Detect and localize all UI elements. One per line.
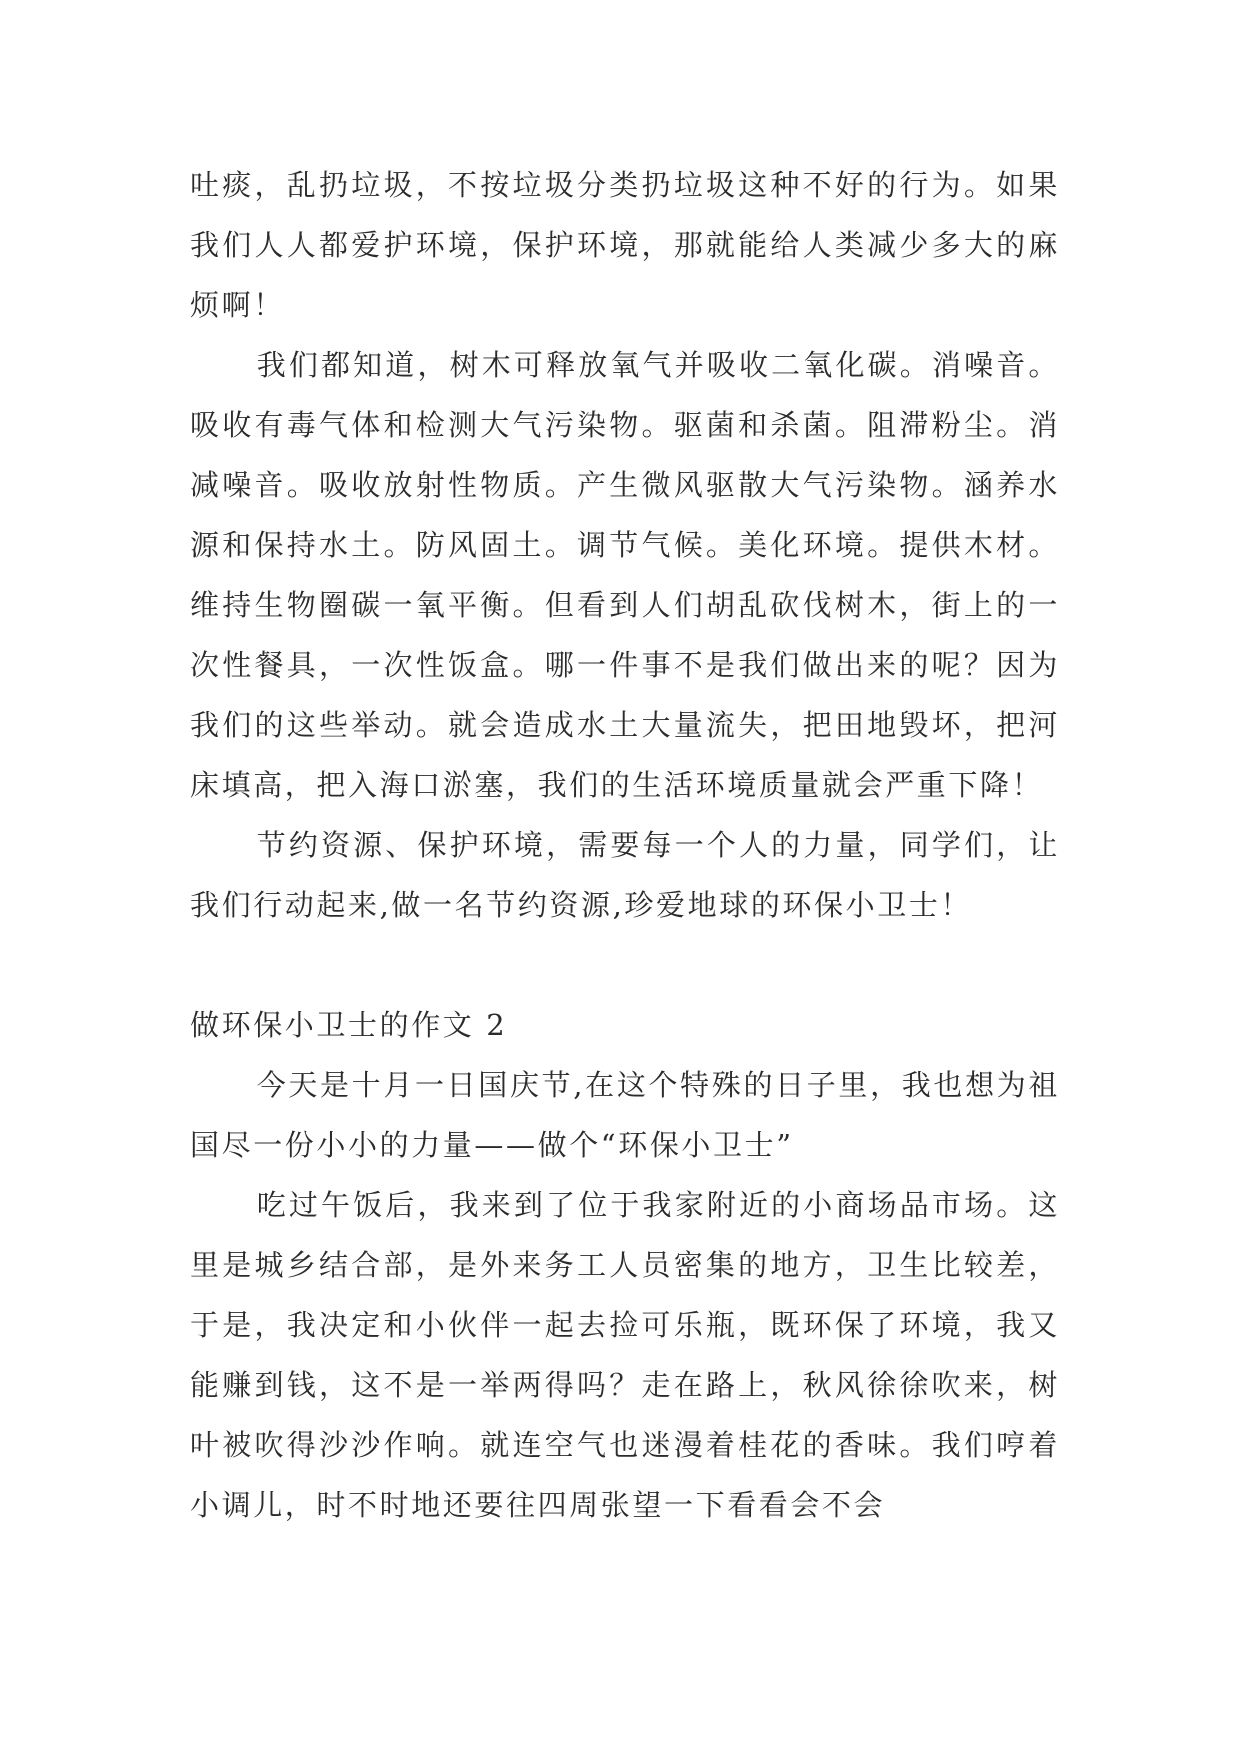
- paragraph-trees: 我们都知道，树木可释放氧气并吸收二氧化碳。消噪音。吸收有毒气体和检测大气污染物。驱菌和杀菌。阻滞粉尘。消减噪音。吸收放射性物质。产生微风驱散大气污染物。涵养水源和保持水土。防风固土。调节气候。美化环境。提供木材。维持生物圈碳一氧平衡。但看到人们胡乱砍伐树木，街上的一次性餐具，一次性饭盒。哪一件事不是我们做出来的呢？因为我们的这些举动。就会造成水土大量流失，把田地毁坏，把河床填高，把入海口淤塞，我们的生活环境质量就会严重下降！: [190, 348, 1060, 802]
- paragraph-continuation: 吐痰，乱扔垃圾，不按垃圾分类扔垃圾这种不好的行为。如果我们人人都爱护环境，保护环境，那就能给人类减少多大的麻烦啊！: [190, 168, 1060, 322]
- document-body: [190, 155, 1060, 1535]
- paragraph-national-day: 今天是十月一日国庆节,在这个特殊的日子里，我也想为祖国尽一份小小的力量——做个“环保小卫士”: [190, 1068, 1060, 1162]
- essay-title-2: 做环保小卫士的作文 2: [190, 1008, 508, 1042]
- paragraph-conclusion: 节约资源、保护环境，需要每一个人的力量，同学们，让我们行动起来,做一名节约资源,珍爱地球的环保小卫士！: [190, 828, 1060, 922]
- paragraph-market: 吃过午饭后，我来到了位于我家附近的小商场品市场。这里是城乡结合部，是外来务工人员密集的地方，卫生比较差，于是，我决定和小伙伴一起去捡可乐瓶，既环保了环境，我又能赚到钱，这不是一举两得吗？走在路上，秋风徐徐吹来，树叶被吹得沙沙作响。就连空气也迷漫着桂花的香味。我们哼着小调儿，时不时地还要往四周张望一下看看会不会: [190, 1188, 1060, 1522]
